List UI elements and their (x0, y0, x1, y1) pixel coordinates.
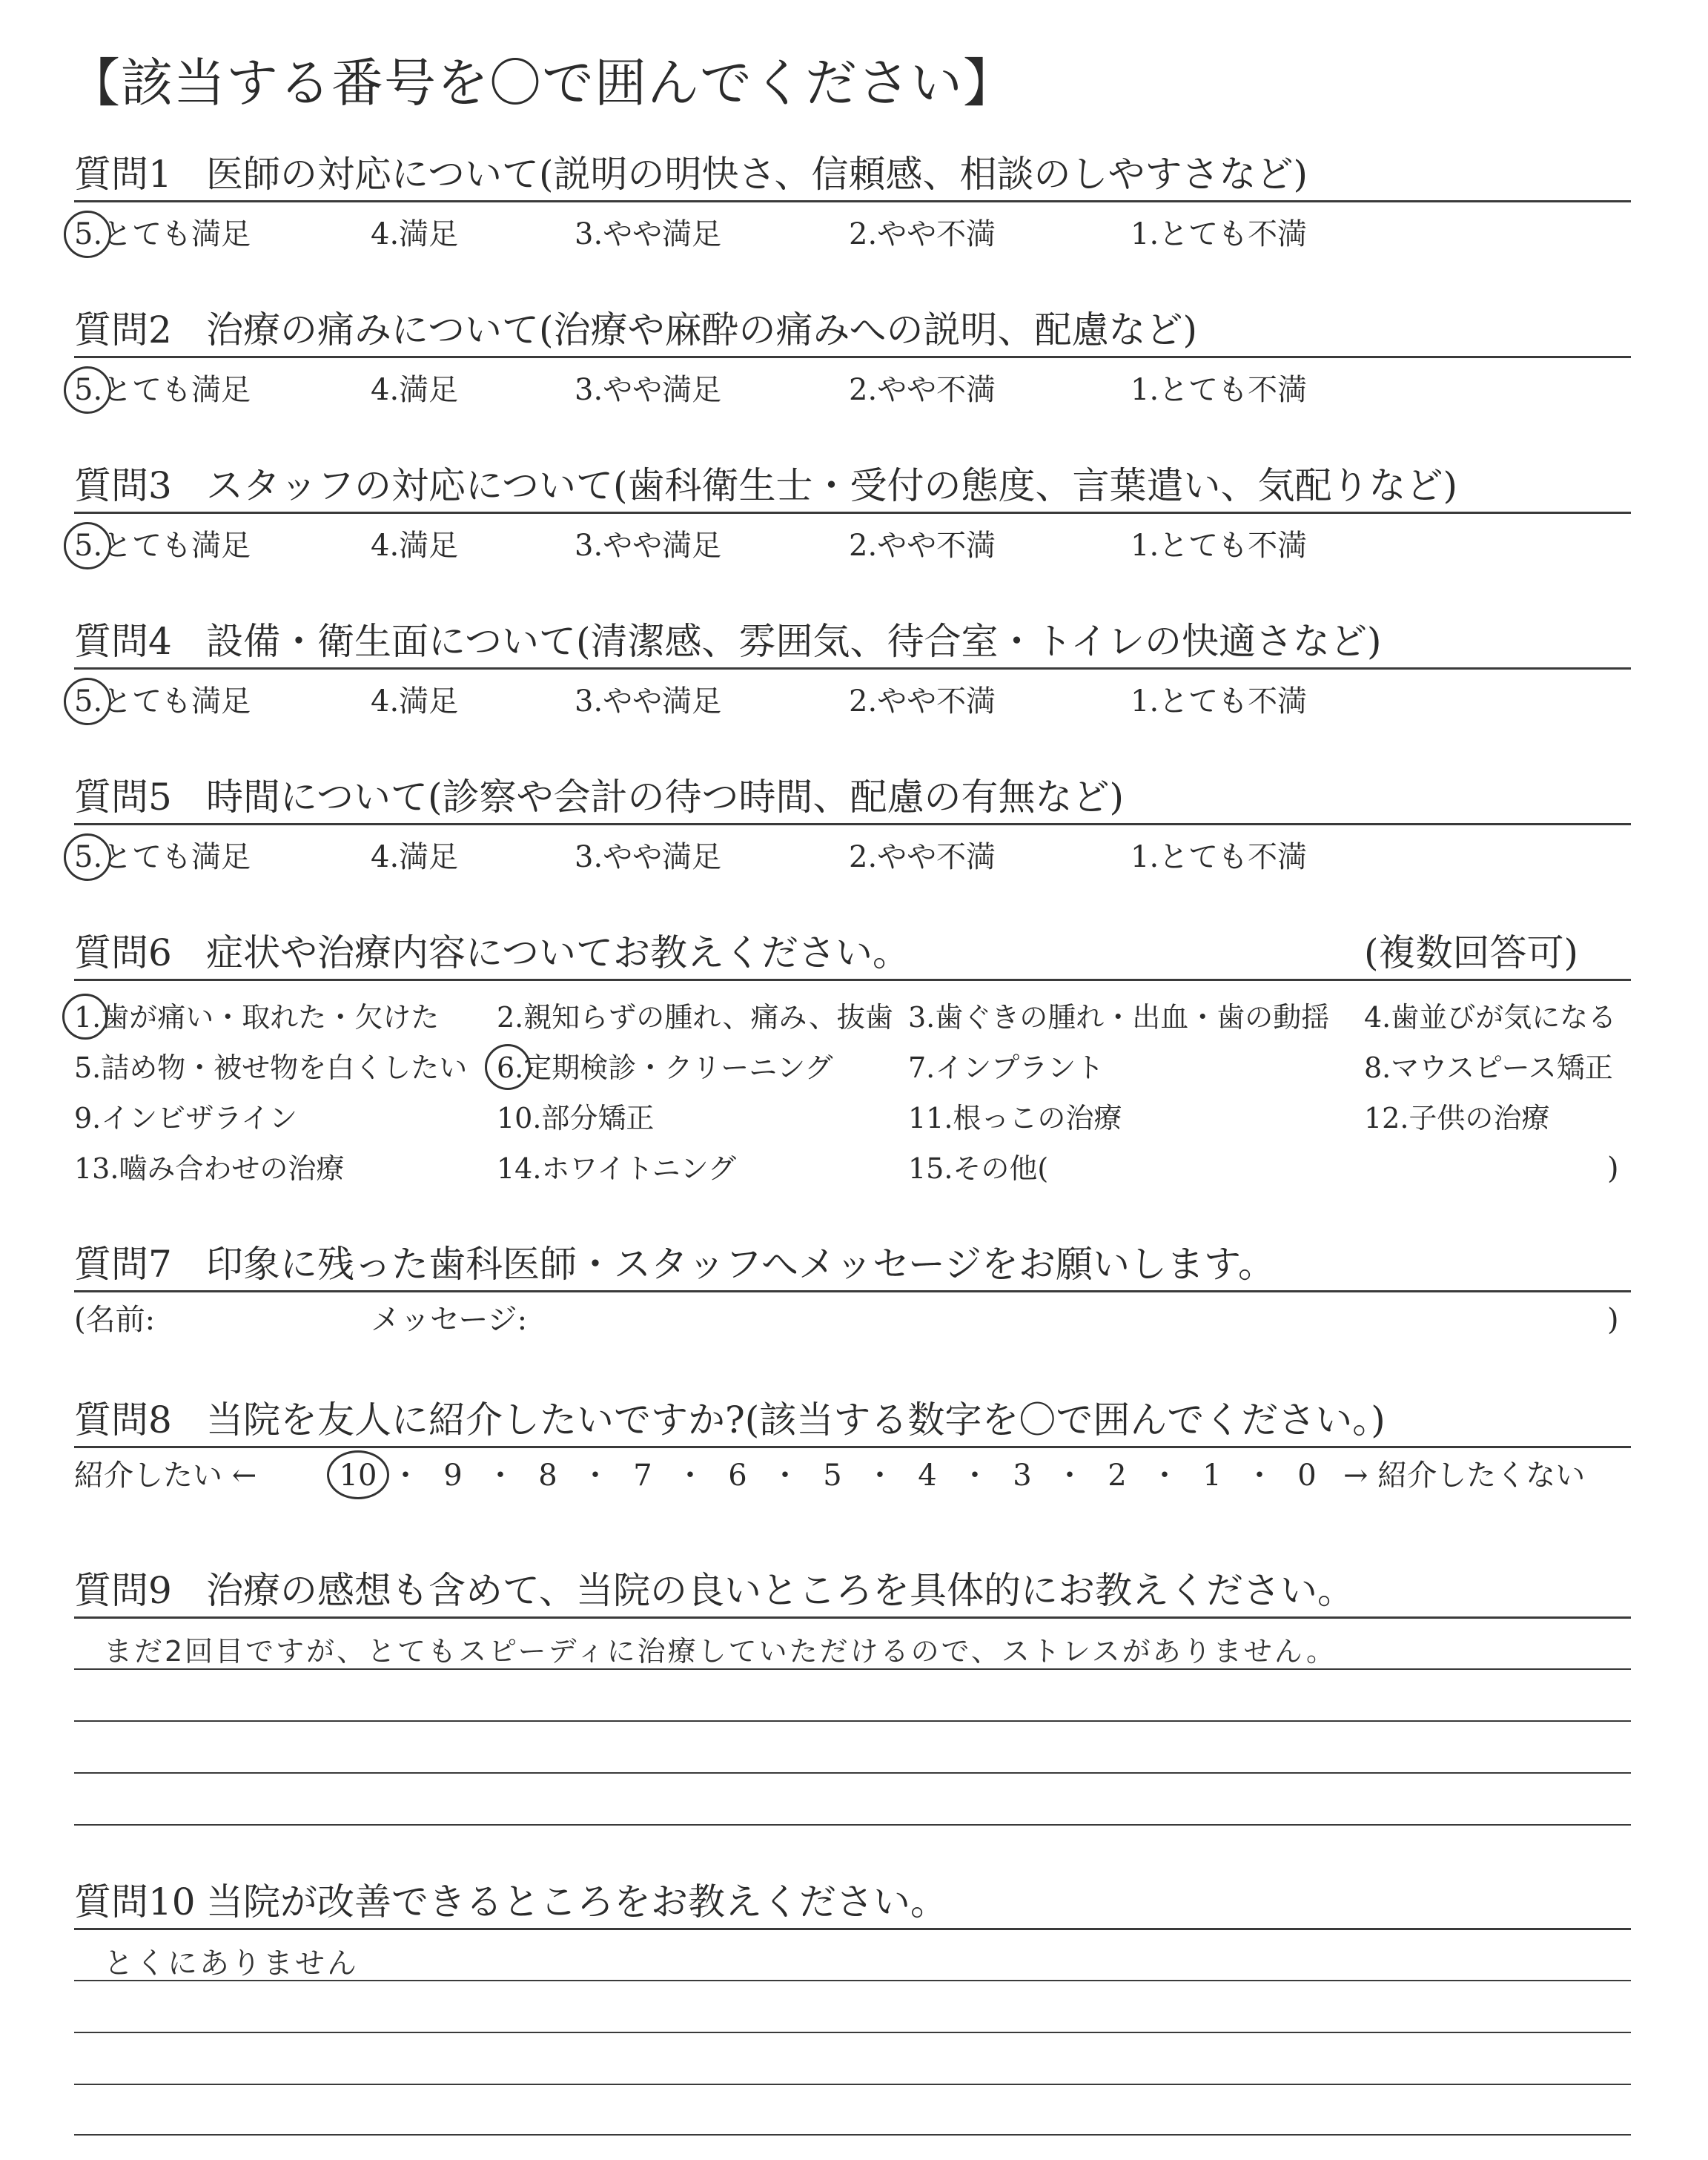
q8-scale-0[interactable]: 0 (1297, 1459, 1317, 1493)
q6-option-4[interactable]: 4.歯並びが気になる (1364, 1001, 1617, 1034)
q4-option-3[interactable]: 3.やや満足 (575, 684, 722, 719)
q4-rule (74, 667, 1631, 670)
q6-rule (74, 979, 1631, 981)
q1-rule (74, 200, 1631, 202)
q6-selected-circle (485, 1044, 531, 1090)
q8-scale-2[interactable]: 2 (1108, 1459, 1127, 1493)
q8-label: 質問8 (74, 1398, 172, 1441)
q2-label: 質問2 (74, 308, 172, 351)
q6-note: (複数回答可) (1364, 931, 1579, 974)
q6-option-5[interactable]: 5.詰め物・被せ物を白くしたい (74, 1051, 468, 1084)
q8-rule (74, 1446, 1631, 1448)
q3-selected-circle (64, 522, 111, 569)
q1-option-2[interactable]: 2.やや不満 (849, 217, 996, 251)
q5-option-5[interactable]: 5.とても満足 (74, 840, 251, 874)
q10-rule (74, 1928, 1631, 1930)
form-heading: 【該当する番号を〇で囲んでください】 (68, 53, 1016, 113)
q8-separator: ・ (960, 1459, 990, 1493)
q9-rule (74, 1616, 1631, 1619)
q6-option-2[interactable]: 2.親知らずの腫れ、痛み、抜歯 (497, 1001, 893, 1034)
q9-answer: まだ2回目ですが、とてもスピーディに治療していただけるので、ストレスがありません。 (104, 1635, 1337, 1668)
q8-separator: ・ (580, 1459, 610, 1493)
q7-rule (74, 1290, 1631, 1292)
q5-text: 時間について(診察や会計の待つ時間、配慮の有無など) (206, 776, 1125, 819)
q6-option-14[interactable]: 14.ホワイトニング (497, 1152, 737, 1185)
q9-answer-line (74, 1668, 1631, 1670)
q2-selected-circle (64, 366, 111, 414)
q8-separator: ・ (1150, 1459, 1179, 1493)
q6-option-7[interactable]: 7.インプラント (908, 1051, 1105, 1084)
q3-text: スタッフの対応について(歯科衛生士・受付の態度、言葉遣い、気配りなど) (206, 464, 1458, 507)
q2-option-1[interactable]: 1.とても不満 (1131, 373, 1308, 407)
q2-option-3[interactable]: 3.やや満足 (575, 373, 722, 407)
q9-answer-line (74, 1720, 1631, 1722)
q8-scale-4[interactable]: 4 (918, 1459, 937, 1493)
q6-text: 症状や治療内容についてお教えください。 (206, 931, 910, 974)
q9-label: 質問9 (74, 1569, 172, 1612)
q6-option-6[interactable]: 6.定期検診・クリーニング (497, 1051, 833, 1084)
q5-option-2[interactable]: 2.やや不満 (849, 840, 996, 874)
q4-option-2[interactable]: 2.やや不満 (849, 684, 996, 719)
q10-answer: とくにありません (104, 1946, 359, 1981)
q8-separator: ・ (391, 1459, 420, 1493)
q6-option-10[interactable]: 10.部分矯正 (497, 1102, 655, 1135)
q10-answer-line (74, 2032, 1631, 2033)
q6-option-12[interactable]: 12.子供の治療 (1364, 1102, 1550, 1135)
q4-text: 設備・衛生面について(清潔感、雰囲気、待合室・トイレの快適さなど) (206, 620, 1382, 663)
q2-option-2[interactable]: 2.やや不満 (849, 373, 996, 407)
q5-option-3[interactable]: 3.やや満足 (575, 840, 722, 874)
q8-scale-7[interactable]: 7 (633, 1459, 652, 1493)
q8-scale-6[interactable]: 6 (728, 1459, 747, 1493)
q8-scale-1[interactable]: 1 (1202, 1459, 1222, 1493)
q4-option-1[interactable]: 1.とても不満 (1131, 684, 1308, 719)
q5-option-4[interactable]: 4.満足 (371, 840, 459, 874)
q2-option-5[interactable]: 5.とても満足 (74, 373, 251, 407)
q5-selected-circle (64, 833, 111, 881)
q1-option-1[interactable]: 1.とても不満 (1131, 217, 1308, 251)
q3-option-5[interactable]: 5.とても満足 (74, 529, 251, 563)
q6-option-11[interactable]: 11.根っこの治療 (908, 1102, 1122, 1135)
q7-label: 質問7 (74, 1243, 172, 1286)
q8-scale-9[interactable]: 9 (443, 1459, 463, 1493)
q9-answer-line (74, 1824, 1631, 1826)
q4-option-4[interactable]: 4.満足 (371, 684, 459, 719)
q1-label: 質問1 (74, 153, 172, 196)
q10-label: 質問10 (74, 1880, 196, 1923)
q6-option-9[interactable]: 9.インビザライン (74, 1102, 298, 1135)
q7-name-label: (名前: (74, 1303, 156, 1337)
q4-option-5[interactable]: 5.とても満足 (74, 684, 251, 719)
q6-option-3[interactable]: 3.歯ぐきの腫れ・出血・歯の動揺 (908, 1001, 1330, 1034)
q8-scale-3[interactable]: 3 (1013, 1459, 1032, 1493)
q3-rule (74, 512, 1631, 514)
q6-option-8[interactable]: 8.マウスピース矯正 (1364, 1051, 1613, 1084)
q5-option-1[interactable]: 1.とても不満 (1131, 840, 1308, 874)
q8-left-label: 紹介したい ← (74, 1459, 257, 1493)
q3-option-4[interactable]: 4.満足 (371, 529, 459, 563)
q6-label: 質問6 (74, 931, 172, 974)
q10-answer-line (74, 2084, 1631, 2085)
q3-option-2[interactable]: 2.やや不満 (849, 529, 996, 563)
q8-separator: ・ (1055, 1459, 1085, 1493)
q1-option-3[interactable]: 3.やや満足 (575, 217, 722, 251)
q6-option-1[interactable]: 1.歯が痛い・取れた・欠けた (74, 1001, 440, 1034)
q8-separator: ・ (675, 1459, 705, 1493)
q9-text: 治療の感想も含めて、当院の良いところを具体的にお教えください。 (206, 1569, 1354, 1612)
q2-rule (74, 356, 1631, 358)
q10-text: 当院が改善できるところをお教えください。 (206, 1880, 947, 1923)
q8-scale-10[interactable]: 10 (339, 1459, 377, 1493)
q8-separator: ・ (1245, 1459, 1274, 1493)
q6-selected-circle (62, 994, 108, 1040)
q8-right-label: → 紹介したくない (1343, 1459, 1586, 1493)
q4-label: 質問4 (74, 620, 172, 663)
q8-separator: ・ (486, 1459, 515, 1493)
q2-text: 治療の痛みについて(治療や麻酔の痛みへの説明、配慮など) (206, 308, 1198, 351)
q1-option-5[interactable]: 5.とても満足 (74, 217, 251, 251)
q10-answer-line (74, 2134, 1631, 2136)
q8-text: 当院を友人に紹介したいですか?(該当する数字を〇で囲んでください。) (206, 1398, 1386, 1441)
q1-selected-circle (64, 211, 111, 258)
q5-label: 質問5 (74, 776, 172, 819)
q7-close-paren: ) (1607, 1303, 1619, 1337)
q10-answer-line (74, 1980, 1631, 1981)
q2-option-4[interactable]: 4.満足 (371, 373, 459, 407)
q6-option-13[interactable]: 13.嚙み合わせの治療 (74, 1152, 345, 1185)
q7-message-label: メッセージ: (371, 1303, 528, 1337)
q4-selected-circle (64, 678, 111, 725)
q8-scale-8[interactable]: 8 (538, 1459, 557, 1493)
q7-text: 印象に残った歯科医師・スタッフへメッセージをお願いします。 (206, 1243, 1275, 1286)
q8-separator: ・ (865, 1459, 895, 1493)
q1-option-4[interactable]: 4.満足 (371, 217, 459, 251)
q8-scale-5[interactable]: 5 (823, 1459, 842, 1493)
q9-answer-line (74, 1772, 1631, 1774)
q5-rule (74, 823, 1631, 825)
q3-option-1[interactable]: 1.とても不満 (1131, 529, 1308, 563)
q1-text: 医師の対応について(説明の明快さ、信頼感、相談のしやすさなど) (206, 153, 1308, 196)
q6-close-paren: ) (1607, 1152, 1619, 1186)
q6-option-15[interactable]: 15.その他( (908, 1152, 1049, 1185)
q3-label: 質問3 (74, 464, 172, 507)
q3-option-3[interactable]: 3.やや満足 (575, 529, 722, 563)
q8-separator: ・ (770, 1459, 800, 1493)
